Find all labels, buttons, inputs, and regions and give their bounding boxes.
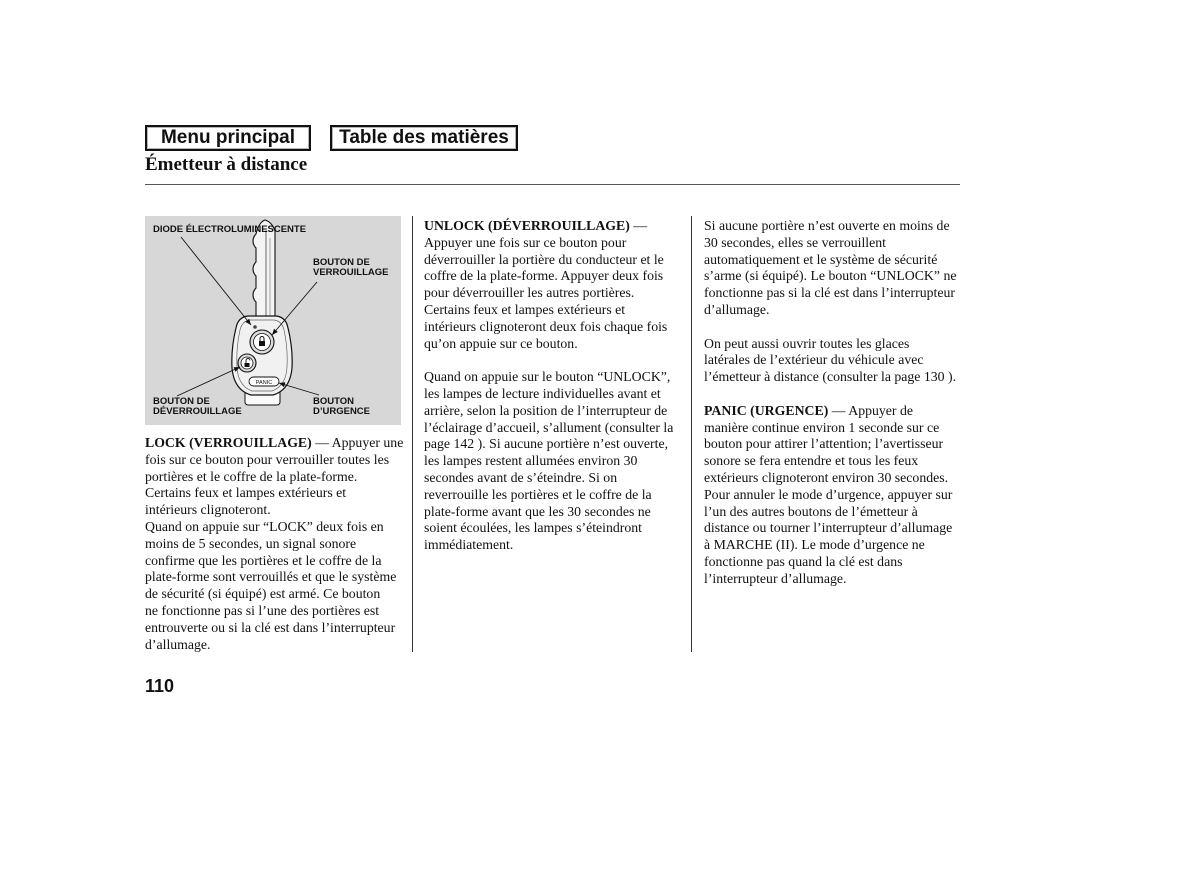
- panic-paragraph: [704, 403, 956, 588]
- key-fob-illustration: [145, 216, 401, 425]
- reading-lamps-text-cont: ). Si aucune portière n’est ouverte, les lampes restent allumées environ 30 secondes avant de s’éteindre. Si on reverrouille les portières et le coffre de la plate-forme avant que les 30 secondes ne soient écoulées, les lampes s’éteindront immédiatement.: [424, 436, 669, 553]
- panic-description: — Appuyer de manière continue environ 1 seconde sur ce bouton pour attirer l’attention; l’avertisseur sonore se fera entendre et tous les feux extérieurs clignoteront environ 30 secondes. Pour annuler le mode d’urgence, appuyer sur l’un des autres boutons de l’émetteur à distance ou tourner l’interrupteur d’allumage à MARCHE (II). Le mode d’urgence ne fonctionne pas quand la clé est dans l’interrupteur d’allumage.: [704, 402, 953, 586]
- page-130-link[interactable]: page 130: [894, 369, 945, 385]
- page-title: Émetteur à distance: [145, 154, 308, 175]
- text-column-3: [704, 218, 956, 588]
- lock-button-label: BOUTON DE VERROUILLAGE: [313, 257, 389, 279]
- unlock-button-graphic: [238, 354, 256, 372]
- page-142-link[interactable]: page 142: [424, 436, 475, 452]
- lock-twice-text: Quand on appuie sur “LOCK” deux fois en moins de 5 secondes, un signal sonore confirme que les portières et le coffre de la plate-forme sont verrouillés et que le système de sécurité (si équipé) est armé. Ce bouton ne fonctionne pas si l’une des portières est entrouverte ou si la clé est dans l’interrupteur d’allumage.: [145, 518, 397, 652]
- panic-button-graphic: [249, 377, 279, 386]
- lock-button-graphic: [250, 330, 274, 354]
- lock-heading: LOCK (VERROUILLAGE): [145, 435, 312, 450]
- unlock-description: — Appuyer une fois sur ce bouton pour déverrouiller la portière du conducteur et le coffre de la plate-forme. Appuyer deux fois pour déverrouiller les autres portières. Certains feux et lampes extérieurs et intérieurs clignoteront deux fois chaque fois qu’on appuie sur ce bouton.: [424, 218, 668, 351]
- lock-button-leader: [272, 282, 317, 335]
- led-leader: [181, 237, 251, 325]
- panic-heading: PANIC (URGENCE): [704, 402, 829, 418]
- unlock-button-label: BOUTON DE DÉVERROUILLAGE: [153, 396, 242, 418]
- key-blade: [253, 220, 275, 322]
- column-divider: [412, 216, 413, 652]
- table-of-contents-button[interactable]: Table des matières: [330, 125, 518, 151]
- reading-lamps-paragraph: [424, 369, 673, 554]
- led-indicator: [253, 325, 257, 329]
- title-divider: [145, 184, 960, 185]
- reading-lamps-text: Quand on appuie sur le bouton “UNLOCK”, les lampes de lecture individuelles avant et arrière, selon la position de l’interrupteur de l’éclairage d’accueil, s’allument (consulter la: [424, 369, 674, 435]
- auto-relock-text: Si aucune portière n’est ouverte en moins de 30 secondes, elles se verrouillent automatiquement et le système de sécurité s’arme (si équipé). Le bouton “UNLOCK” ne fonctionne pas si la clé est dans l’interrupteur d’allumage.: [704, 218, 957, 317]
- panic-button-label: BOUTON D’URGENCE: [313, 396, 371, 418]
- unlock-button-leader: [177, 367, 240, 396]
- main-menu-button[interactable]: Menu principal: [145, 125, 311, 151]
- led-label: DIODE ÉLECTROLUMINESCENTE: [153, 224, 307, 235]
- lock-description: — Appuyer une fois sur ce bouton pour verrouiller toutes les portières et le coffre de la plate-forme. Certains feux et lampes extérieurs et intérieurs clignoteront.: [145, 435, 404, 518]
- lock-paragraph: [145, 435, 403, 519]
- text-column-1: [145, 435, 403, 653]
- unlock-paragraph: [424, 218, 673, 352]
- windows-text-end: ).: [944, 369, 957, 385]
- column-divider: [691, 216, 692, 652]
- windows-text: On peut aussi ouvrir toutes les glaces latérales de l’extérieur du véhicule avec l’émetteur à distance (consulter la: [704, 335, 924, 385]
- page-number: 110: [145, 676, 175, 696]
- auto-relock-paragraph: [704, 218, 956, 319]
- panic-key-text: PANIC: [255, 379, 273, 386]
- lock-twice-paragraph: [145, 519, 403, 653]
- windows-paragraph: [704, 336, 956, 386]
- unlock-heading: UNLOCK (DÉVERROUILLAGE): [424, 218, 630, 233]
- text-column-2: [424, 218, 673, 554]
- key-fob-figure: [145, 216, 401, 425]
